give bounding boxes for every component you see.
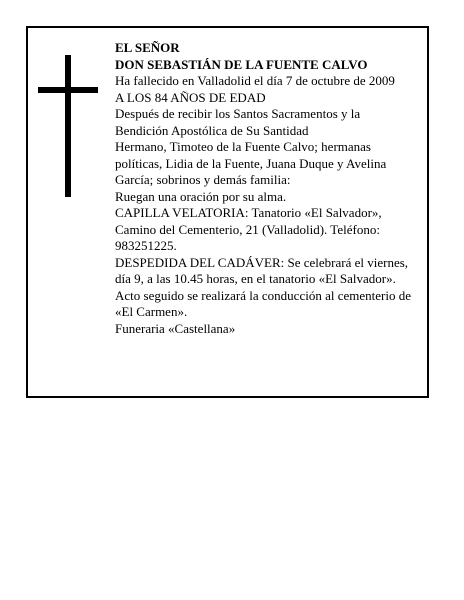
cross-horizontal-bar — [38, 87, 98, 93]
death-statement: Ha fallecido en Valladolid el día 7 de octubre de 2009 — [115, 73, 395, 88]
prayer-request: Ruegan una oración por su alma. — [115, 188, 287, 204]
sacraments-line: Después de recibir los Santos Sacramentos y la Bendición Apostólica de Su Santidad — [115, 106, 361, 138]
family-line: Hermano, Timoteo de la Fuente Calvo; hermanas políticas, Lidia de la Fuente, Juana Duque y Avelina García; sobrinos y demás familia: — [115, 139, 387, 187]
chapel-info: CAPILLA VELATORIA: Tanatorio «El Salvador», Camino del Cementerio, 21 (Valladolid). Teléfono: 983251225. — [115, 205, 382, 253]
age-line: A LOS 84 AÑOS DE EDAD — [115, 89, 266, 105]
cross-vertical-bar — [65, 55, 71, 197]
funeral-home: Funeraria «Castellana» — [115, 320, 236, 336]
cross-icon — [38, 55, 98, 197]
obituary-notice — [26, 26, 429, 398]
deceased-name: DON SEBASTIÁN DE LA FUENTE CALVO — [115, 56, 368, 72]
notice-title: EL SEÑOR — [115, 40, 180, 55]
notice-text — [115, 40, 415, 337]
farewell-info: DESPEDIDA DEL CADÁVER: Se celebrará el viernes, día 9, a las 10.45 horas, en el tanatorio «El Salvador». Acto seguido se realizará la conducción al cementerio de «El Carmen». — [115, 254, 411, 319]
